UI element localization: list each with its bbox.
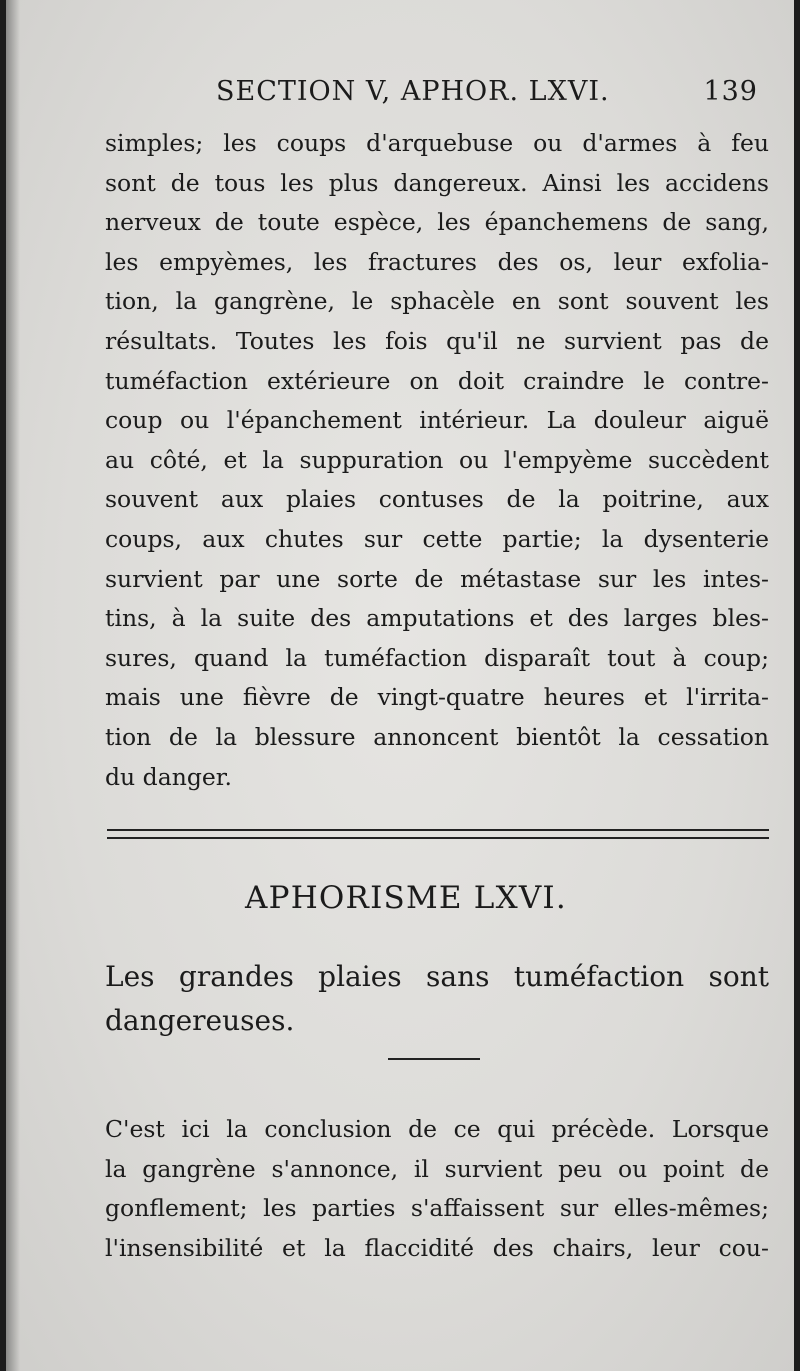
- text-line: C'est ici la conclusion de ce qui précède. Lorsque: [105, 1115, 769, 1143]
- running-head-title: SECTION V, APHOR. LXVI.: [216, 76, 610, 107]
- text-line: sures, quand la tuméfaction disparaît tout à coup;: [105, 643, 769, 672]
- text-line: coups, aux chutes sur cette partie; la dysenterie: [105, 524, 769, 553]
- page-gutter-shadow: [6, 0, 20, 1371]
- text-line: mais une fièvre de vingt-quatre heures et l'irrita-: [105, 683, 769, 712]
- text-line: simples; les coups d'arquebuse ou d'armes à feu: [105, 129, 769, 157]
- page-number: 139: [703, 76, 758, 107]
- running-head: [66, 72, 764, 112]
- aphorism-line: dangereuses.: [105, 1004, 295, 1037]
- text-line: tion, la gangrène, le sphacèle en sont souvent les: [105, 287, 769, 316]
- text-line: tion de la blessure annoncent bientôt la cessation: [105, 722, 769, 751]
- commentary-paragraph: [105, 1110, 769, 1268]
- text-line: souvent aux plaies contuses de la poitrine, aux: [105, 485, 769, 514]
- text-line: les empyèmes, les fractures des os, leur exfolia-: [105, 247, 769, 276]
- short-divider: [388, 1058, 480, 1060]
- text-line: coup ou l'épanchement intérieur. La douleur aiguë: [105, 406, 769, 435]
- text-line: tins, à la suite des amputations et des larges bles-: [105, 604, 769, 633]
- aphorism-text: [105, 955, 769, 1043]
- aphorism-heading: APHORISME LXVI.: [245, 880, 567, 916]
- text-line: la gangrène s'annonce, il survient peu ou point de: [105, 1154, 769, 1183]
- paragraph-continued: [105, 124, 769, 797]
- text-line: nerveux de toute espèce, les épanchemens de sang,: [105, 208, 769, 237]
- text-line: gonflement; les parties s'affaissent sur elles-mêmes;: [105, 1194, 769, 1223]
- text-line: résultats. Toutes les fois qu'il ne survient pas de: [105, 326, 769, 355]
- text-line: du danger.: [105, 762, 232, 791]
- aphorism-line: Les grandes plaies sans tuméfaction sont: [105, 960, 769, 993]
- text-line: l'insensibilité et la flaccidité des chairs, leur cou-: [105, 1233, 769, 1262]
- text-line: survient par une sorte de métastase sur les intes-: [105, 564, 769, 593]
- text-line: au côté, et la suppuration ou l'empyème succèdent: [105, 445, 769, 474]
- text-line: sont de tous les plus dangereux. Ainsi les accidens: [105, 168, 769, 197]
- section-divider: [107, 829, 769, 839]
- book-page: [6, 0, 794, 1371]
- text-line: tuméfaction extérieure on doit craindre le contre-: [105, 366, 769, 395]
